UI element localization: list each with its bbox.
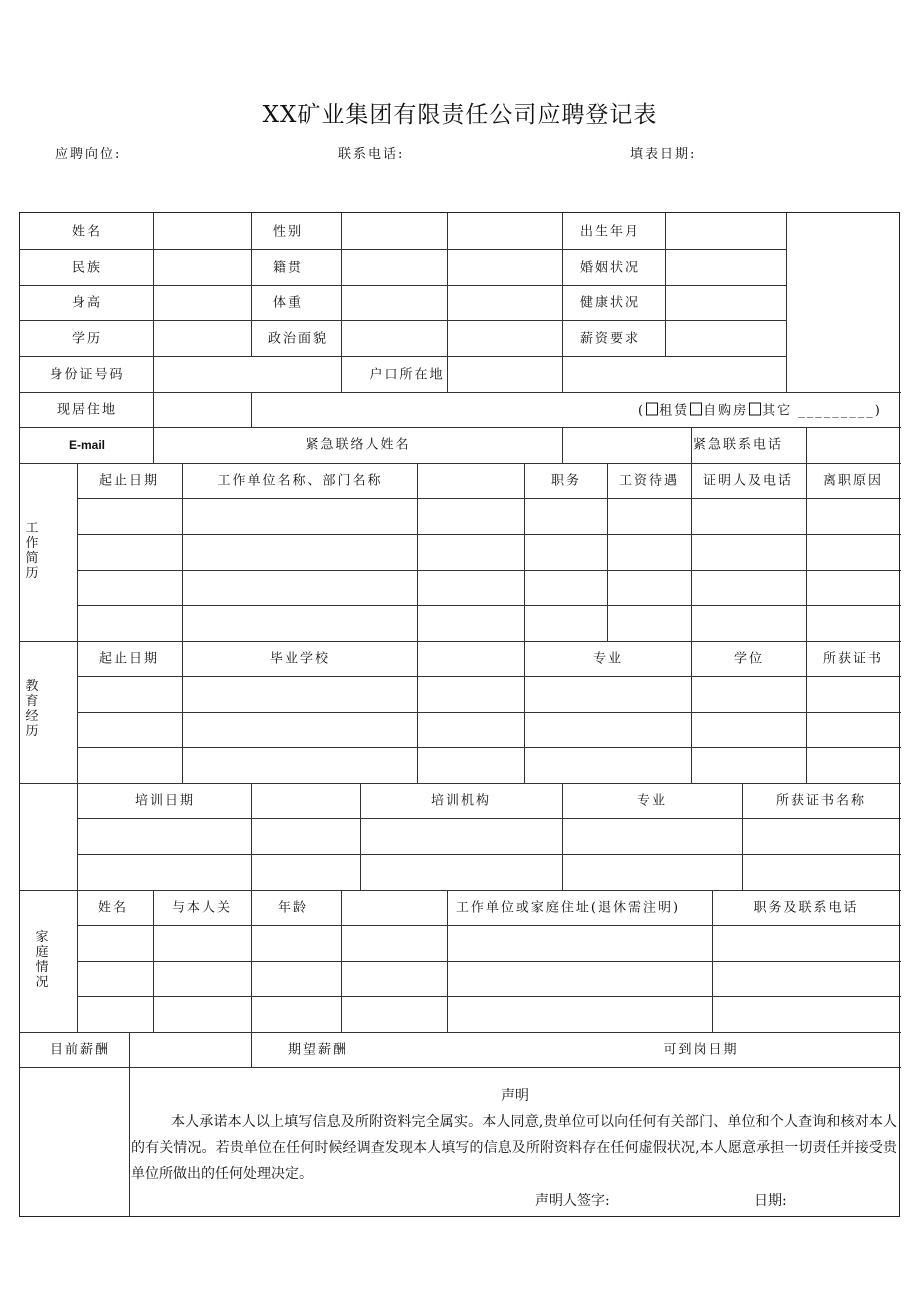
col-line [607,463,608,641]
checkbox-rent[interactable] [646,403,658,416]
col-line [447,213,448,392]
col-line [360,783,361,890]
checkbox-other[interactable] [749,403,761,416]
work-header-leave-reason: 离职原因 [822,473,884,489]
edu-header-school: 毕业学校 [269,651,331,667]
emergency-phone-label: 紧急联系电话 [692,437,784,453]
row-line [20,1067,901,1068]
training-header-major: 专业 [636,793,668,809]
col-line [341,890,342,1032]
col-line [77,463,78,641]
edu-header-major: 专业 [592,651,624,667]
work-section-label: 工作简历 [25,521,39,581]
native-place-label: 籍贯 [272,260,304,276]
family-header-relation: 与本人关 [171,900,233,916]
row-line [77,712,901,713]
gender-label: 性别 [272,224,304,240]
col-line [77,641,78,783]
housing-other-label: 其它 _________) [762,403,882,419]
col-line [251,890,252,1032]
family-header-contact: 职务及联系电话 [753,900,859,916]
col-line [251,213,252,356]
row-line [77,854,901,855]
col-line [77,890,78,1032]
form-title: XX矿业集团有限责任公司应聘登记表 [262,102,658,128]
row-line [77,605,901,606]
checkbox-own[interactable] [690,403,702,416]
col-line [665,213,666,356]
col-line [712,890,713,1032]
housing-own-label: 自购房 [703,403,749,419]
work-header-position: 职务 [550,473,582,489]
col-line [691,641,692,783]
declaration-title: 声明 [501,1088,529,1104]
col-line [182,463,183,641]
email-label: E-mail [68,438,106,452]
col-line [77,783,78,890]
current-salary-label: 目前薪酬 [49,1042,111,1058]
position-label: 应聘向位: [55,147,122,162]
work-header-reference: 证明人及电话 [702,473,794,489]
housing-open-paren: ( [638,403,646,419]
col-line [153,392,154,427]
work-header-salary: 工资待遇 [618,473,680,489]
salary-req-label: 薪资要求 [579,331,641,347]
height-label: 身高 [71,295,103,311]
education-label: 学历 [71,331,103,347]
col-line [786,213,787,392]
political-label: 政治面貌 [267,331,329,347]
row-line [77,961,901,962]
row-line [77,925,901,926]
col-line [691,427,692,463]
declaration-body: 本人承诺本人以上填写信息及所附资料完全属实。本人同意,贵单位可以向任何有关部门、单位和个人查询和核对本人的有关情况。若贵单位在任何时候经调查发现本人填写的信息及所附资料存在任何虚假状况,本人愿意承担一切责任并接受贵单位所做出的任何处理决定。 [131,1114,897,1182]
col-line [251,392,252,427]
edu-header-degree: 学位 [733,651,765,667]
col-line [153,890,154,1032]
hukou-label: 户口所在地 [369,367,445,383]
registration-form [19,212,900,1217]
row-line [77,498,901,499]
edu-header-certificate: 所获证书 [822,651,884,667]
col-line [251,1032,252,1067]
col-line [182,641,183,783]
col-line [129,1032,130,1067]
row-line [77,534,901,535]
col-line [153,427,154,463]
edu-header-dates: 起止日期 [98,651,160,667]
col-line [447,890,448,1032]
declaration-date-label: 日期: [754,1193,787,1209]
address-label: 现居住地 [56,402,118,418]
col-line [806,463,807,641]
id-number-label: 身份证号码 [49,367,125,383]
available-date-label: 可到岗日期 [663,1042,739,1058]
row-line [77,570,901,571]
row-line [20,641,901,642]
col-line [153,213,154,392]
row-line [20,356,787,357]
col-line [562,427,563,463]
marital-label: 婚姻状况 [579,260,641,276]
work-header-employer: 工作单位名称、部门名称 [217,473,383,489]
row-line [20,1032,901,1033]
birth-label: 出生年月 [579,224,641,240]
col-line [524,641,525,783]
family-header-address: 工作单位或家庭住址(退休需注明) [455,900,681,916]
name-label: 姓名 [71,224,103,240]
fill-date-label: 填表日期: [630,147,697,162]
col-line [742,783,743,890]
weight-label: 体重 [272,295,304,311]
row-line [77,818,901,819]
col-line [417,463,418,641]
edu-section-label: 教育经历 [25,679,39,739]
col-line [341,356,342,392]
col-line [341,213,342,356]
row-line [20,320,787,321]
row-line [77,676,901,677]
training-header-dates: 培训日期 [134,793,196,809]
signer-label: 声明人签字: [535,1193,610,1209]
row-line [20,285,787,286]
health-label: 健康状况 [579,295,641,311]
training-header-certificate: 所获证书名称 [775,793,867,809]
row-line [20,249,787,250]
expected-salary-label: 期望薪酬 [287,1042,349,1058]
col-line [524,463,525,641]
col-line [806,641,807,783]
phone-label: 联系电话: [338,147,405,162]
housing-options [638,403,882,418]
row-line [20,463,901,464]
emergency-name-label: 紧急联络人姓名 [305,437,411,453]
row-line [77,747,901,748]
col-line [562,213,563,392]
housing-rent-label: 租赁 [659,403,690,419]
work-header-dates: 起止日期 [98,473,160,489]
col-line [562,783,563,890]
family-header-age: 年龄 [277,900,309,916]
row-line [77,996,901,997]
family-section-label: 家庭情况 [35,930,49,990]
col-line [251,783,252,890]
row-line [20,783,901,784]
col-line [417,641,418,783]
training-header-institution: 培训机构 [430,793,492,809]
family-header-name: 姓名 [97,900,129,916]
ethnicity-label: 民族 [71,260,103,276]
col-line [806,427,807,463]
col-line [691,463,692,641]
